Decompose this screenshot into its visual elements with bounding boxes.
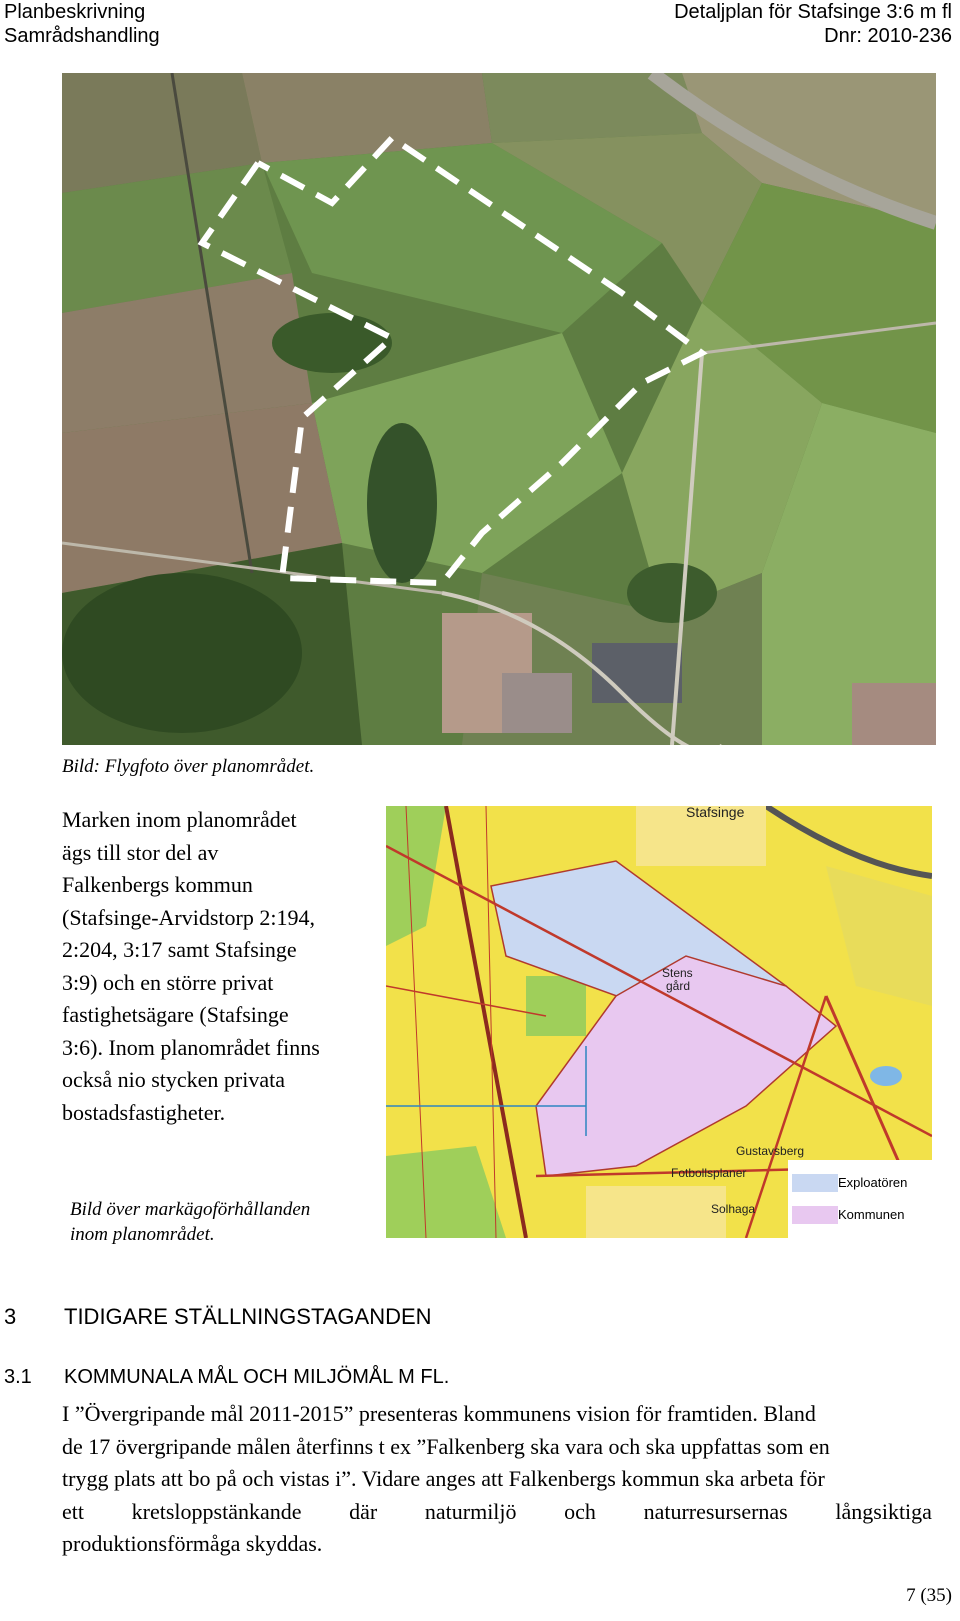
legend-swatch-exploatoren <box>792 1174 838 1192</box>
section-3-1-number: 3.1 <box>4 1366 32 1388</box>
justified-word: där <box>349 1498 378 1524</box>
ownership-caption-line: Bild över markägoförhållanden <box>70 1199 311 1220</box>
ownership-line: Marken inom planområdet <box>62 807 297 832</box>
ownership-line: 2:204, 3:17 samt Stafsinge <box>62 937 297 962</box>
aerial-photo <box>62 73 936 745</box>
ownership-caption-line: inom planområdet. <box>70 1224 215 1245</box>
ownership-line: också nio stycken privata <box>62 1067 285 1092</box>
ownership-line: 3:9) och en större privat <box>62 969 274 995</box>
legend-swatch-kommunen <box>792 1206 838 1224</box>
justified-word: naturmiljö <box>424 1498 517 1524</box>
aerial-photo-image <box>62 73 936 745</box>
section-3-1-line <box>62 1496 932 1529</box>
justified-word: och <box>564 1498 596 1524</box>
ownership-line: ägs till stor del av <box>62 839 219 865</box>
legend-label-exploatoren: Exploatören <box>838 1175 908 1190</box>
map-label-stens: Stens <box>662 966 693 980</box>
justified-word: kretsloppstänkande <box>131 1498 302 1524</box>
section-3-title: TIDIGARE STÄLLNINGSTAGANDEN <box>64 1304 432 1329</box>
justified-word: långsiktiga <box>835 1498 932 1524</box>
section-3-1-paragraph <box>62 1398 932 1561</box>
ownership-line: 3:6). Inom planområdet finns <box>62 1034 320 1060</box>
map-legend <box>788 1160 932 1238</box>
map-label-gard: gård <box>666 979 691 993</box>
section-3-1-line: I ”Övergripande mål 2011-2015” presenteras kommunens vision för framtiden. Bland <box>62 1401 816 1426</box>
section-3-1-line: trygg plats att bo på och vistas i”. Vidare anges att Falkenbergs kommun ska arbeta för <box>62 1466 825 1491</box>
header-registration-number: Dnr: 2010-236 <box>824 25 952 47</box>
ownership-caption <box>70 1197 310 1247</box>
justified-word: naturresursernas <box>643 1498 788 1524</box>
section-3-1-line: produktionsförmåga skyddas. <box>62 1531 323 1556</box>
section-3-1-title: KOMMUNALA MÅL OCH MILJÖMÅL M FL. <box>64 1366 450 1388</box>
header-document-status: Samrådshandling <box>4 25 160 47</box>
ownership-line: (Stafsinge-Arvidstorp 2:194, <box>62 904 315 930</box>
map-label-solhaga: Solhaga <box>711 1202 756 1216</box>
header-plan-title: Detaljplan för Stafsinge 3:6 m fl <box>674 1 952 23</box>
page-number: 7 (35) <box>906 1585 952 1606</box>
legend-label-kommunen: Kommunen <box>838 1207 905 1222</box>
ownership-paragraph <box>62 804 372 1129</box>
header-document-type: Planbeskrivning <box>4 1 146 23</box>
ownership-line: Falkenbergs kommun <box>62 872 253 897</box>
aerial-caption: Bild: Flygfoto över planområdet. <box>62 756 315 777</box>
ownership-line: fastighetsägare (Stafsinge <box>62 1002 289 1027</box>
section-3-1-line: de 17 övergripande målen återfinns t ex ”Falkenberg ska vara och ska uppfattas som en <box>62 1433 830 1459</box>
map-label-fotbollsplaner: Fotbollsplaner <box>671 1166 747 1180</box>
ownership-line: bostadsfastigheter. <box>62 1099 226 1125</box>
map-label-stafsinge: Stafsinge <box>686 806 745 820</box>
justified-word: ett <box>62 1498 84 1524</box>
map-label-gustavsberg: Gustavsberg <box>736 1144 805 1158</box>
section-3-number: 3 <box>4 1304 17 1329</box>
